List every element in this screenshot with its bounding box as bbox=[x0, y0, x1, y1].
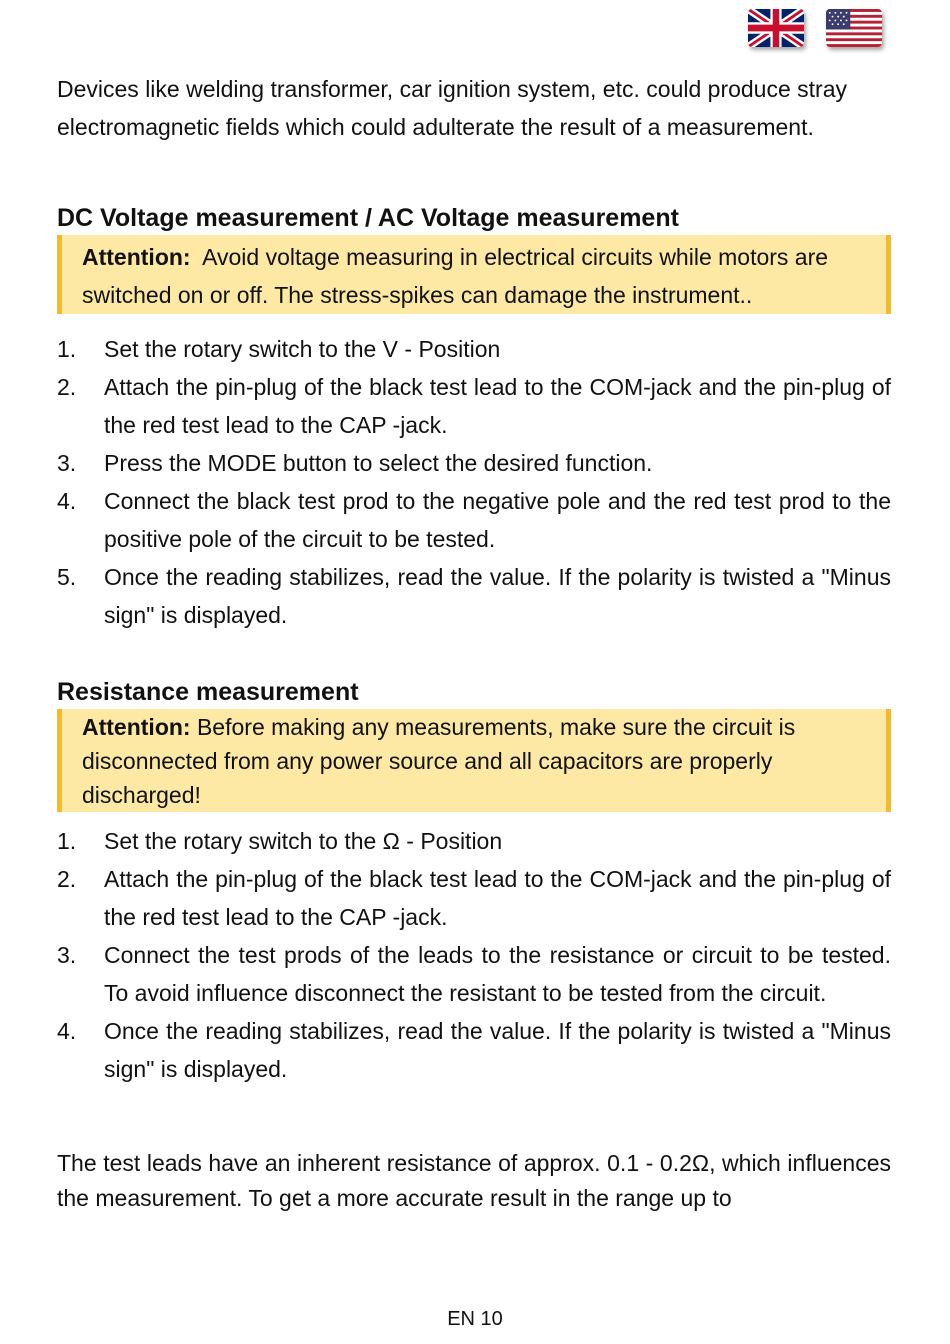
list-item: 3. Press the MODE button to select the desired function. bbox=[57, 450, 653, 476]
voltage-attention-box bbox=[57, 235, 891, 314]
attention-label: Attention: bbox=[82, 714, 191, 740]
page-number: EN 10 bbox=[447, 1308, 503, 1330]
list-item: 2. Attach the pin-plug of the black test lead to the COM-jack and the pin-plug of the red test lead to the CAP -jack. bbox=[57, 866, 891, 930]
list-item: 2. Attach the pin-plug of the black test lead to the COM-jack and the pin-plug of the red test lead to the CAP -jack. bbox=[57, 374, 891, 438]
list-item: 1. Set the rotary switch to the Ω - Position bbox=[57, 828, 503, 854]
attention-text: Avoid voltage measuring in electrical circuits while motors are switched on or off. The stress-spikes can damage the instrument.. bbox=[82, 244, 829, 308]
uk-flag-icon[interactable] bbox=[748, 9, 804, 47]
list-item: 1. Set the rotary switch to the V - Position bbox=[57, 336, 501, 362]
list-item: 4. Connect the black test prod to the negative pole and the red test prod to the positive pole of the circuit to be tested. bbox=[57, 488, 891, 552]
resistance-attention-box bbox=[57, 709, 891, 812]
attention-label: Attention: bbox=[82, 244, 191, 270]
resistance-section-title: Resistance measurement bbox=[57, 678, 359, 706]
voltage-section-title: DC Voltage measurement / AC Voltage measurement bbox=[57, 204, 679, 232]
language-flags bbox=[748, 9, 882, 47]
attention-text: Before making any measurements, make sure the circuit is disconnected from any power source and all capacitors are properly discharged! bbox=[82, 714, 796, 808]
closing-paragraph: The test leads have an inherent resistance of approx. 0.1 - 0.2Ω, which influences the measurement. To get a more accurate result in the range up to bbox=[57, 1150, 891, 1211]
list-item: 5. Once the reading stabilizes, read the value. If the polarity is twisted a "Minus sign" is displayed. bbox=[57, 564, 891, 628]
resistance-steps-list bbox=[57, 822, 891, 1088]
list-item: 3. Connect the test prods of the leads to the resistance or circuit to be tested. To avoid influence disconnect the resistant to be tested from the circuit. bbox=[57, 942, 891, 1006]
intro-paragraph: Devices like welding transformer, car ignition system, etc. could produce stray electromagnetic fields which could adulterate the result of a measurement. bbox=[57, 76, 847, 140]
us-flag-icon[interactable] bbox=[826, 9, 882, 47]
page-content bbox=[57, 70, 891, 1216]
voltage-steps-list bbox=[57, 330, 891, 634]
list-item: 4. Once the reading stabilizes, read the value. If the polarity is twisted a "Minus sign" is displayed. bbox=[57, 1018, 891, 1082]
